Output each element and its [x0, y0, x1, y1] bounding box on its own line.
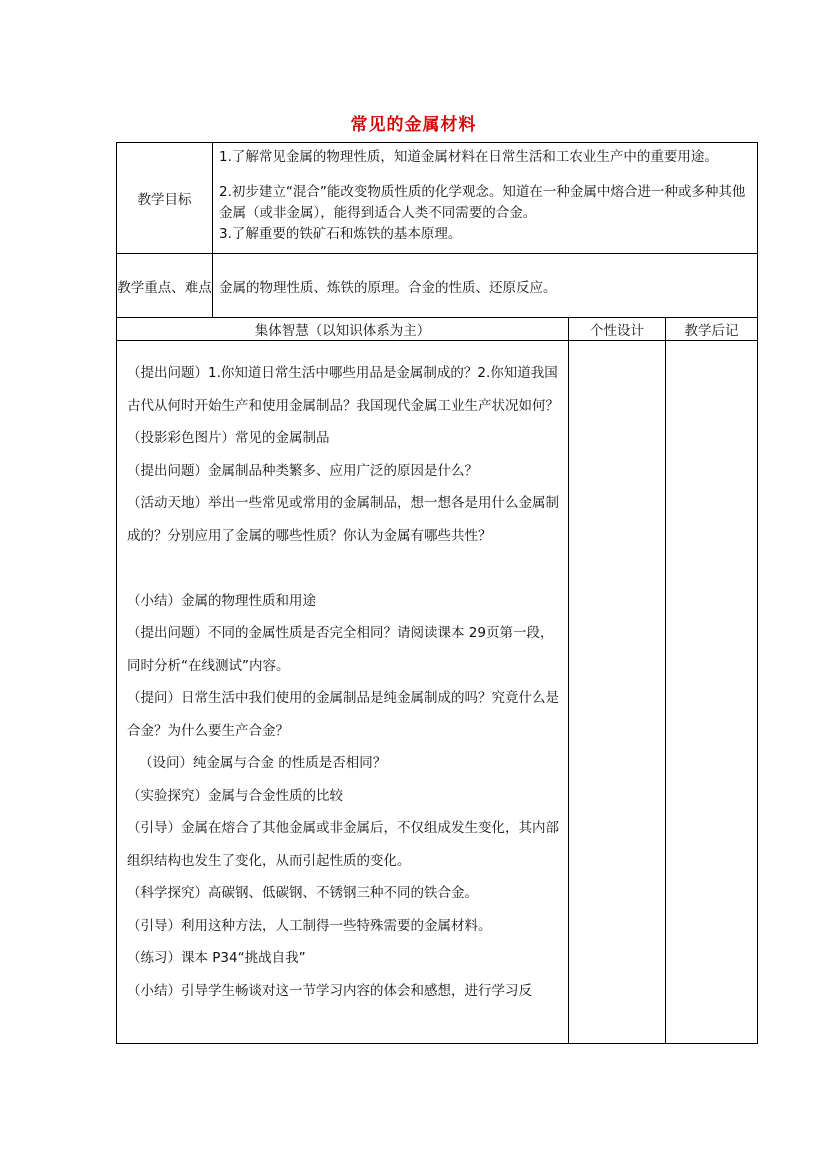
- teaching-notes-cell: [666, 341, 758, 1044]
- key-points-content: 金属的物理性质、炼铁的原理。合金的性质、还原反应。: [213, 254, 758, 318]
- objectives-label: 教学目标: [117, 143, 213, 254]
- objective-item: 1.了解常见金属的物理性质，知道金属材料在日常生活和工农业生产中的重要用途。: [219, 149, 718, 165]
- lesson-paragraph: （小结）引导学生畅谈对这一节学习内容的体会和感想，进行学习反: [127, 982, 532, 999]
- lesson-paragraph: （小结）金属的物理性质和用途: [127, 592, 316, 609]
- lesson-paragraph: （实验探究）金属与合金性质的比较: [127, 787, 343, 804]
- personal-column-header: 个性设计: [569, 318, 666, 341]
- document-title: 常见的金属材料: [350, 115, 477, 135]
- lesson-paragraph: （设问）纯金属与合金 的性质是否相同？: [139, 755, 387, 771]
- objective-item: 3.了解重要的铁矿石和炼铁的基本原理。: [219, 226, 462, 242]
- lesson-body-row: [117, 341, 758, 1044]
- objective-item: 2.初步建立“混合”能改变物质性质的化学观念。知道在一种金属中熔合进一种或多种其他金属（或非金属），能得到适合人类不同需要的合金。: [219, 184, 746, 221]
- blank-line: [127, 552, 560, 585]
- lesson-content: [117, 341, 569, 1044]
- key-points-row: [117, 254, 758, 318]
- lesson-paragraph: （提出问题）不同的金属性质是否完全相同？请阅读课本 29页第一段，同时分析“在线测试”内容。: [127, 625, 554, 674]
- lesson-paragraph: （提问）日常生活中我们使用的金属制品是纯金属制成的吗？究竟什么是合金？为什么要生产合金？: [127, 690, 559, 739]
- lesson-paragraph: （引导）金属在熔合了其他金属或非金属后，不仅组成发生变化，其内部组织结构也发生了变化，从而引起性质的变化。: [127, 820, 559, 869]
- notes-column-header: 教学后记: [666, 318, 758, 341]
- lesson-paragraph: （练习）课本 P34“挑战自我”: [127, 950, 306, 966]
- column-header-row: [117, 318, 758, 341]
- lesson-paragraph: （科学探究）高碳钢、低碳钢、不锈钢三种不同的铁合金。: [127, 885, 478, 901]
- lesson-paragraph: （引导）利用这种方法，人工制得一些特殊需要的金属材料。: [127, 917, 492, 934]
- personal-design-cell: [569, 341, 666, 1044]
- lesson-paragraph: （提出问题）金属制品种类繁多、应用广泛的原因是什么？: [127, 462, 478, 479]
- objectives-content: [213, 143, 758, 254]
- lesson-paragraph: （投影彩色图片）常见的金属制品: [127, 430, 330, 446]
- key-points-label: 教学重点、难点: [117, 254, 213, 318]
- lesson-paragraph: （活动天地）举出一些常见或常用的金属制品，想一想各是用什么金属制成的？分别应用了金属的哪些性质？你认为金属有哪些共性？: [127, 495, 559, 544]
- lesson-paragraph: （提出问题）1.你知道日常生活中哪些用品是金属制成的？2.你知道我国古代从何时开始生产和使用金属制品？我国现代金属工业生产状况如何？: [127, 365, 559, 414]
- collective-column-header: 集体智慧（以知识体系为主）: [117, 318, 569, 341]
- lesson-plan-table: [116, 142, 758, 1044]
- objectives-row: [117, 143, 758, 254]
